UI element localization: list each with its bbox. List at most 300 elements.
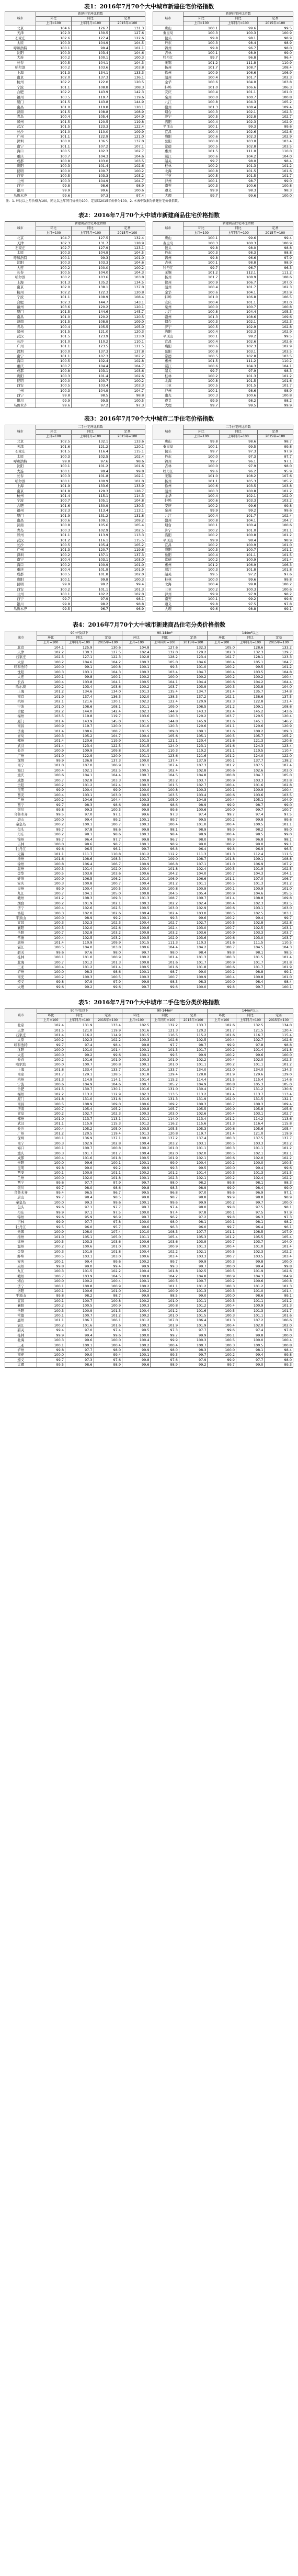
index-value: 100.2 [122,1146,150,1151]
city-name: 九江 [5,891,37,895]
table-row [5,857,293,861]
index-value: 98.8 [109,602,145,606]
index-value: 105.4 [265,1234,293,1239]
city-name: 宁波 [5,295,36,300]
index-value: 100.1 [37,955,65,960]
index-value: 132.1 [265,1097,293,1102]
index-value: 101.4 [208,896,236,901]
table-row [5,464,293,469]
index-value: 131.2 [71,513,109,518]
city-name: 宜昌 [5,1298,37,1303]
index-value: 101.5 [236,955,264,960]
index-value: 103.3 [179,1254,208,1259]
index-value: 100.3 [122,1111,150,1116]
table-row [5,474,293,479]
table-row [5,758,293,763]
index-value: 101.7 [184,275,219,280]
index-value: 99.8 [184,36,219,40]
index-value: 131.3 [151,1097,179,1102]
index-value: 122.3 [71,290,109,294]
city-name: 郑州 [5,119,36,124]
index-value: 128.6 [236,645,264,650]
index-value: 100.8 [122,1107,150,1111]
index-value: 97.8 [179,1210,208,1215]
header-sub: 定基 [109,430,145,435]
index-value: 104.1 [219,290,257,294]
index-value: 99.0 [265,827,293,832]
index-value: 102.9 [257,329,293,334]
index-value: 98.3 [65,970,94,974]
index-value: 99.5 [37,1224,65,1229]
index-value: 102.2 [94,1269,122,1274]
city-name: 泉州 [5,886,37,891]
city-name: 大连 [5,55,36,60]
index-value: 103.3 [109,383,145,388]
index-value: 102.1 [109,474,145,479]
index-value: 105.6 [236,1126,264,1131]
index-value: 98.4 [151,832,179,837]
index-value: 100.9 [184,280,219,285]
index-value: 102.0 [257,493,293,498]
index-value: 99.8 [208,1205,236,1210]
city-name: 乌鲁木齐 [5,403,36,408]
index-value: 120.1 [109,444,145,449]
index-value: 100.9 [65,1171,94,1175]
city-name: 襄阳 [5,1303,37,1308]
index-value: 97.4 [109,193,145,198]
index-value: 100.0 [37,916,65,921]
table-row [5,1264,293,1269]
index-value: 101.9 [94,1057,122,1062]
index-value: 100.5 [208,733,236,738]
index-value: 137.3 [71,349,109,354]
index-value: 100.3 [122,974,150,979]
index-value: 138.3 [151,694,179,699]
column-gap [145,231,153,236]
index-value: 99.9 [257,403,293,408]
city-name: 杭州 [5,80,36,85]
index-value: 120.2 [179,1028,208,1032]
index-value: 108.2 [219,474,257,479]
index-value: 104.1 [71,60,109,65]
index-value: 104.9 [65,1082,94,1086]
city-name: 济南 [5,1107,37,1111]
column-gap [145,528,153,532]
column-gap [145,184,153,188]
index-value: 100.3 [37,1141,65,1145]
index-value: 107.0 [257,280,293,285]
index-value: 129.1 [65,1072,94,1077]
index-value: 100.9 [94,1284,122,1288]
table-row [5,1205,293,1210]
header-city: 城市 [153,425,184,439]
index-value: 101.3 [36,280,71,285]
index-value: 99.9 [122,1293,150,1298]
index-value: 120.9 [265,724,293,729]
city-name: 合肥 [5,1087,37,1092]
index-value: 100.8 [184,139,219,144]
city-name: 包头 [153,449,184,454]
index-value: 100.4 [37,1126,65,1131]
index-value: 119.7 [94,714,122,719]
city-name: 惠州 [153,562,184,567]
city-name: 宁波 [5,85,36,89]
index-value: 103.9 [65,1274,94,1278]
index-value: 100.2 [122,1171,150,1175]
column-gap [145,12,153,17]
index-value: 101.3 [122,689,150,694]
city-name: 秦皇岛 [5,1200,37,1205]
index-value: 98.8 [265,1042,293,1047]
index-value: 100.4 [208,822,236,827]
index-value: 144.8 [151,719,179,723]
column-gap [145,459,153,464]
index-value: 101.2 [257,164,293,168]
column-gap [145,55,153,60]
index-value: 98.1 [236,1181,264,1185]
city-name: 牡丹江 [153,469,184,473]
index-value: 100.3 [219,31,257,36]
table-row [5,1328,293,1333]
index-value: 104.2 [179,945,208,950]
index-value: 100.6 [208,1156,236,1161]
index-value: 98.2 [179,1181,208,1185]
header-base: 上月=100 [184,435,219,439]
index-value: 102.3 [219,119,257,124]
city-name: 杭州 [5,1077,37,1082]
column-gap [145,474,153,479]
index-value: 144.9 [109,100,145,105]
header-base: 2015年=100 [265,640,293,645]
index-value: 137.7 [236,758,264,763]
index-value: 101.2 [151,1171,179,1175]
index-value: 100.5 [36,60,71,65]
index-value: 131.2 [236,1087,264,1092]
index-value: 143.9 [71,90,109,95]
index-value: 96.7 [71,607,109,611]
index-value: 108.9 [65,1102,94,1106]
index-value: 101.2 [208,753,236,758]
index-value: 122.9 [71,134,109,139]
table-row [5,743,293,748]
index-value: 104.2 [219,154,257,158]
index-value: 99.6 [257,124,293,129]
table-row [5,935,293,940]
index-value: 101.8 [208,857,236,861]
city-name: 泉州 [153,508,184,513]
index-value: 100.7 [151,974,179,979]
index-value: 103.6 [179,930,208,935]
index-value: 96.5 [65,1190,94,1195]
index-value: 100.1 [184,51,219,55]
index-value: 103.6 [94,1239,122,1244]
index-value: 100.5 [94,974,122,979]
index-value: 100.3 [219,241,257,245]
index-value: 100.6 [184,484,219,489]
index-value: 102.4 [208,709,236,713]
index-value: 137.0 [109,285,145,290]
index-value: 99.6 [151,984,179,989]
index-value: 99.5 [219,444,257,449]
index-value: 100.2 [208,1279,236,1284]
index-value: 100.5 [122,935,150,940]
index-value: 101.2 [71,464,109,469]
index-value: 116.2 [151,1121,179,1126]
index-value: 105.4 [71,115,109,119]
index-value: 99.6 [37,984,65,989]
index-value: 100.3 [208,1289,236,1293]
city-name: 丹东 [153,454,184,459]
city-name: 锦州 [5,837,37,842]
city-name: 牡丹江 [5,847,37,852]
index-value: 101.2 [94,1313,122,1318]
column-gap [145,379,153,383]
index-value: 99.1 [257,607,293,611]
index-value: 97.9 [219,369,257,373]
index-value: 104.0 [71,270,109,275]
city-name: 南昌 [5,105,36,109]
index-value: 127.5 [71,236,109,241]
city-name: 重庆 [5,1151,37,1155]
index-value: 96.0 [179,1224,208,1229]
index-value: 101.3 [265,1303,293,1308]
table-row [5,602,293,606]
table-row [5,1146,293,1151]
table-row [5,792,293,797]
index-value: 108.0 [65,1230,94,1234]
index-value: 100.4 [36,115,71,119]
index-value: 101.0 [184,85,219,89]
index-value: 114.4 [179,1077,208,1082]
index-value: 101.6 [265,1313,293,1318]
index-value: 96.9 [94,1215,122,1219]
index-value: 100.4 [184,513,219,518]
index-value: 101.0 [109,562,145,567]
index-value: 102.4 [151,925,179,930]
column-gap [145,498,153,503]
index-value: 99.6 [208,1328,236,1333]
index-value: 101.7 [184,65,219,70]
index-value: 96.9 [109,607,145,611]
index-value: 103.2 [151,778,179,782]
index-value: 100.3 [122,798,150,802]
index-value: 103.0 [109,558,145,562]
index-value: 103.1 [265,925,293,930]
index-value: 109.2 [109,518,145,523]
index-value: 99.4 [71,469,109,473]
index-value: 119.7 [71,95,109,99]
index-value: 99.6 [219,577,257,582]
index-value: 104.9 [265,1274,293,1278]
index-value: 105.5 [151,1126,179,1131]
index-value: 104.3 [219,100,257,105]
city-name: 岳阳 [153,139,184,144]
index-value: 120.3 [151,714,179,719]
table-row [5,817,293,822]
index-value: 100.3 [36,454,71,459]
city-name: 合肥 [5,503,36,508]
index-value: 113.5 [151,1092,179,1096]
index-value: 101.5 [122,729,150,733]
city-name: 唐山 [153,236,184,241]
index-value: 100.7 [208,945,236,950]
index-value: 103.2 [151,1141,179,1145]
index-value: 101.8 [37,1097,65,1102]
city-name: 重庆 [5,773,37,778]
index-value: 105.2 [94,1107,122,1111]
index-value: 99.0 [265,802,293,807]
index-value: 100.4 [122,1141,150,1145]
index-value: 101.2 [265,1298,293,1303]
index-value: 99.9 [36,582,71,587]
index-value: 110.8 [94,852,122,856]
table-row [5,788,293,792]
table-row [5,115,293,119]
index-value: 99.9 [208,1357,236,1362]
index-value: 101.2 [37,689,65,694]
city-name: 南充 [153,393,184,398]
index-value: 98.0 [151,1181,179,1185]
index-value: 99.6 [36,193,71,198]
index-value: 100.7 [65,1062,94,1067]
index-value: 101.5 [122,1032,150,1037]
index-value: 101.4 [94,965,122,970]
column-gap [145,369,153,373]
city-name: 赣州 [153,518,184,523]
index-value: 100.8 [36,369,71,373]
index-value: 103.8 [94,945,122,950]
index-value: 105.0 [265,773,293,778]
index-value: 107.2 [236,1318,264,1323]
index-value: 102.5 [122,1023,150,1028]
index-value: 101.2 [265,665,293,669]
index-value: 100.8 [219,533,257,538]
index-value: 101.9 [265,965,293,970]
index-value: 97.7 [94,837,122,842]
index-value: 104.3 [94,669,122,674]
city-name: 哈尔滨 [5,479,36,483]
index-value: 114.9 [65,1077,94,1082]
index-value: 101.9 [151,1323,179,1327]
index-value: 109.1 [236,857,264,861]
index-value: 99.4 [71,46,109,50]
table-row [5,324,293,329]
index-value: 100.1 [208,1333,236,1337]
index-value: 134.3 [265,1067,293,1072]
index-value: 103.0 [71,158,109,163]
index-value: 100.4 [184,582,219,587]
index-value: 101.1 [94,1171,122,1175]
index-value: 115.9 [65,1121,94,1126]
index-value: 99.2 [71,582,109,587]
table-row [5,119,293,124]
index-value: 134.0 [236,1067,264,1072]
city-name: 桂林 [5,1333,37,1337]
index-value: 102.7 [179,783,208,788]
table-row [5,684,293,689]
city-name: 厦门 [5,513,36,518]
index-value: 109.9 [94,940,122,945]
index-value: 97.7 [179,1328,208,1333]
index-value: 103.0 [151,906,179,911]
index-value: 102.5 [65,935,94,940]
index-value: 97.8 [94,1220,122,1224]
index-value: 120.1 [109,105,145,109]
index-value: 127.1 [65,655,94,660]
index-value: 101.0 [257,90,293,95]
index-value: 98.7 [151,970,179,974]
index-value: 98.3 [219,188,257,193]
index-value: 103.2 [94,935,122,940]
index-value: 109.8 [265,896,293,901]
table-row [5,349,293,354]
index-value: 99.8 [208,847,236,852]
index-value: 120.2 [71,304,109,309]
index-value: 100.2 [208,1052,236,1057]
index-value: 105.7 [236,733,264,738]
index-value: 105.3 [179,1234,208,1239]
city-name: 兰州 [5,798,37,802]
index-value: 101.5 [122,739,150,743]
index-value: 99.5 [184,572,219,577]
index-value: 100.2 [184,533,219,538]
index-value: 102.9 [71,528,109,532]
index-value: 98.4 [236,980,264,984]
index-value: 100.4 [122,866,150,871]
index-value: 100.0 [37,1052,65,1057]
index-value: 109.3 [265,729,293,733]
index-value: 100.1 [122,1353,150,1357]
index-value: 102.2 [122,699,150,704]
index-value: 98.9 [151,842,179,846]
index-value: 120.4 [265,1028,293,1032]
column-gap [145,324,153,329]
city-name: 北京 [5,26,36,31]
index-value: 100.2 [37,783,65,788]
index-value: 116.7 [236,1032,264,1037]
city-name: 洛阳 [5,911,37,915]
index-value: 100.0 [208,980,236,984]
index-value: 99.3 [71,255,109,260]
index-value: 103.7 [236,1239,264,1244]
index-value: 131.9 [65,1023,94,1028]
index-value: 108.4 [257,65,293,70]
index-value: 114.6 [265,1077,293,1082]
table-row [5,940,293,945]
table3-title: 表3：2016年7月70个大中城市二手住宅价格指数 [84,415,214,423]
index-value: 101.8 [94,1175,122,1180]
table-row [5,1363,293,1367]
index-value: 97.8 [257,602,293,606]
index-value: 99.9 [36,188,71,193]
table-row [5,822,293,827]
index-value: 99.7 [236,984,264,989]
index-value: 101.4 [208,1131,236,1136]
index-value: 100.7 [179,1343,208,1347]
table-row [5,1353,293,1357]
index-value: 104.7 [109,388,145,393]
index-value: 100.0 [36,349,71,354]
city-name: 哈尔滨 [5,684,37,689]
index-value: 100.9 [208,960,236,964]
index-value: 113.7 [236,1092,264,1096]
header-base: 2015年=100 [109,435,145,439]
table1-note: 注：1. 环比以上月价格为100，同比以上年同月价格为100，定基以2015年价格为100。2. 本表中数据为新建住宅价格指数。 [6,199,181,203]
table-row [5,955,293,960]
city-name: 大连 [5,265,36,270]
city-name: 成都 [5,369,36,373]
index-value: 108.6 [65,704,94,709]
